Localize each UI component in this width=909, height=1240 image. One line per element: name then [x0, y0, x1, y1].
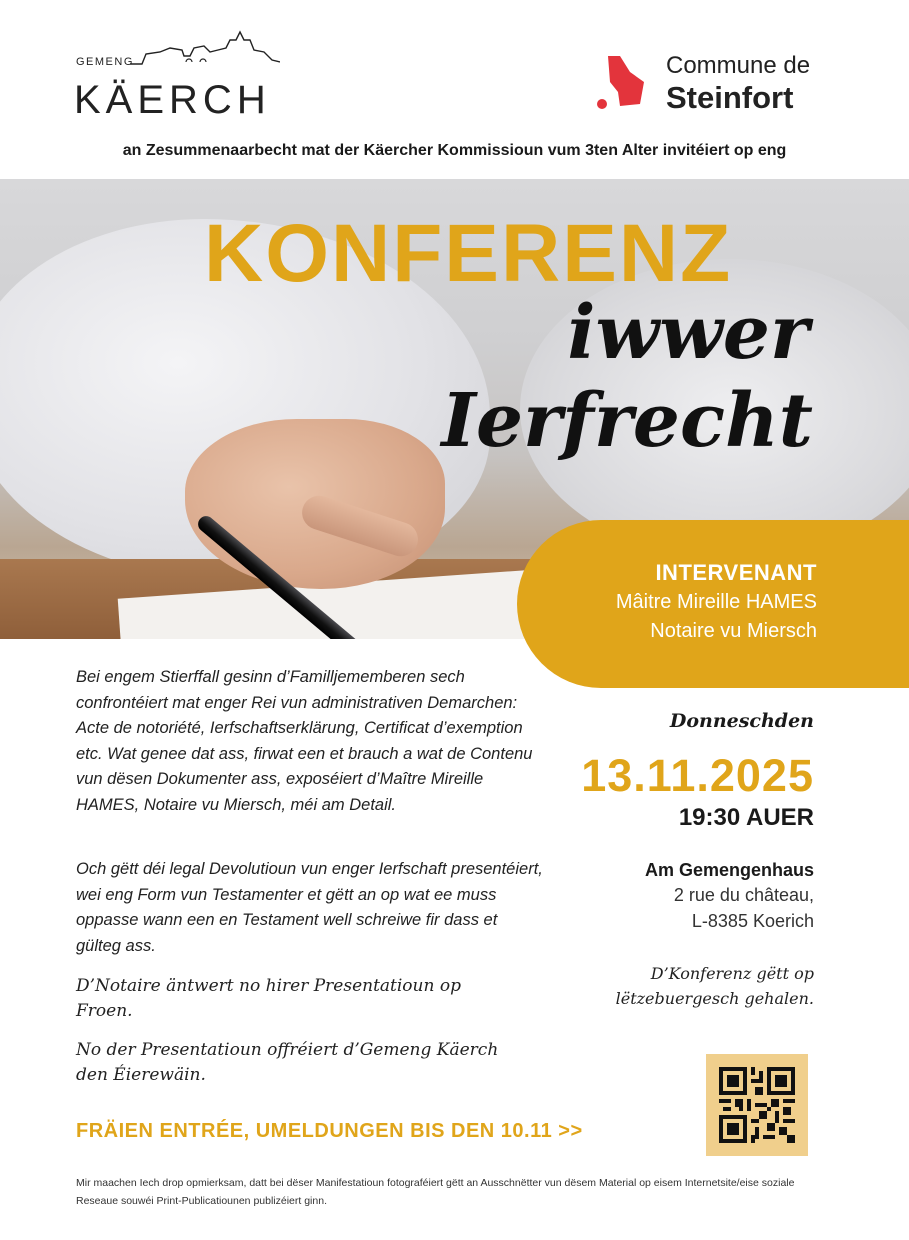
title-iwwer: iwwer [567, 290, 809, 376]
event-time: 19:30 AUER [678, 804, 814, 831]
qr-code[interactable] [706, 1054, 808, 1156]
reception-note: No der Presentatioun offréiert d’Gemeng Käerch den Éierewäin. [76, 1040, 499, 1085]
qr-code-icon [719, 1067, 795, 1143]
kaerch-logo-big: KÄERCH [74, 78, 271, 122]
body-paragraph-2: Och gëtt déi legal Devolutioun vun enger Ierfschaft presentéiert, wei eng Form vun Testamenter et gëtt an op wat ee muss oppasse wann een en Testament well schreiwe fir dass et gülteg ass. [76, 860, 543, 955]
intervenant-name: Mâitre Mireille HAMES [615, 591, 817, 613]
photo-disclaimer: Mir maachen Iech drop opmierksam, datt bei dëser Manifestatioun fotograféiert gëtt an Ausschnëtter vun dësem Material op eisem Internetsite/eise soziale Reseaue souwéi Print-Publicatiounen publizéiert ginn. [76, 1177, 795, 1207]
event-street: 2 rue du château, [673, 885, 814, 905]
intervenant-role: Notaire vu Miersch [650, 620, 817, 642]
kaerch-logo-small: GEMENG [76, 56, 134, 68]
registration-cta[interactable]: FRÄIEN ENTRÉE, UMELDUNGEN BIS DEN 10.11 >> [76, 1120, 583, 1142]
event-venue: Am Gemengenhaus [644, 860, 814, 880]
intervenant-heading: INTERVENANT [655, 560, 817, 585]
language-note: D’Konferenz gëtt op lëtzebuergesch gehalen. [615, 964, 814, 1008]
kaerch-logo [74, 28, 284, 120]
title-ierfrecht: Ierfrecht [441, 378, 813, 464]
questions-note: D’Notaire äntwert no hirer Presentatioun op Froen. [76, 976, 461, 1021]
steinfort-logo [596, 48, 836, 118]
event-weekday: Donneschden [669, 710, 814, 732]
title-konferenz: KONFERENZ [204, 208, 733, 299]
steinfort-logo-line2: Steinfort [666, 80, 794, 115]
steinfort-mark-icon [596, 54, 646, 112]
body-paragraph-1: Bei engem Stierffall gesinn d’Familljememberen sech confrontéiert mat enger Rei vun administrativen Demarchen: Acte de notoriété, Ierfschaftserklärung, Certificat d’exemption etc. Wat genee dat ass, firwat een et brauch a wat de Contenu vun dësen Dokumenter ass, exposéiert d’Maître Mireille HAMES, Notaire vu Miersch, méi am Detail. [76, 668, 533, 814]
steinfort-logo-line1: Commune de [666, 52, 811, 79]
event-date: 13.11.2025 [581, 750, 814, 801]
intervenant-panel [517, 520, 909, 688]
invite-line: an Zesummenaarbecht mat der Käercher Kommissioun vum 3ten Alter invitéiert op eng [122, 142, 787, 159]
event-city: L-8385 Koerich [691, 911, 814, 931]
village-skyline-icon [130, 28, 280, 68]
